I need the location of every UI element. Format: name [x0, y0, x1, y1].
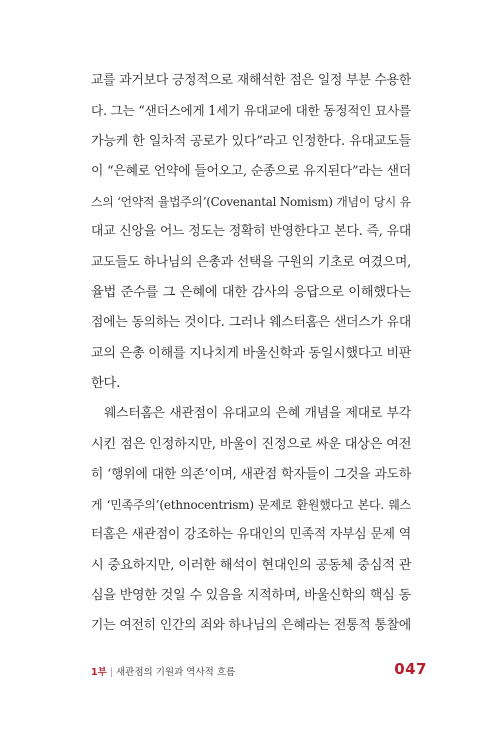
- text-line: 게 ‘민족주의’(ethnocentrism) 문제로 환원했다고 본다. 웨스: [91, 498, 411, 513]
- text-line: 한다.: [91, 375, 121, 391]
- text-line: 교를 과거보다 긍정적으로 재해석한 점은 일정 부분 수용한: [91, 73, 411, 88]
- paragraph-1: [91, 66, 411, 399]
- chapter-title: 새관점의 기원과 역사적 흐름: [116, 667, 236, 678]
- body-text: [91, 66, 411, 642]
- page-footer: [91, 661, 427, 681]
- text-line: 점에는 동의하는 것이다. 그러나 웨스터홈은 샌더스가 유대: [91, 315, 411, 331]
- text-line: 가능케 한 일차적 공로가 있다”라고 인정한다. 유대교도들: [91, 133, 411, 149]
- text-line: 다. 그는 “샌더스에게 1세기 유대교에 대한 동정적인 묘사를: [91, 103, 411, 119]
- text-line: 심을 반영한 것일 수 있음을 지적하며, 바울신학의 핵심 동: [91, 588, 411, 604]
- text-line: 교도들도 하나님의 은총과 선택을 구원의 기초로 여겼으며,: [91, 254, 411, 270]
- text-line: 시 중요하지만, 이러한 해석이 현대인의 공동체 중심적 관: [91, 557, 412, 573]
- running-footer: [91, 664, 235, 678]
- text-line: 스의 ‘언약적 율법주의’(Covenantal Nomism) 개념이 당시 유: [91, 195, 411, 210]
- footer-separator: |: [109, 667, 113, 678]
- text-line: 시킨 점은 인정하지만, 바울이 진정으로 싸운 대상은 여전: [91, 436, 412, 452]
- text-line: 터홈은 새관점이 강조하는 유대인의 민족적 자부심 문제 역: [91, 527, 411, 543]
- text-line: 이 “은혜로 언약에 들어오고, 순종으로 유지된다”라는 샌더: [91, 163, 411, 179]
- text-line: 대교 신앙을 어느 정도는 정확히 반영한다고 본다. 즉, 유대: [91, 224, 411, 240]
- part-label: 1부: [91, 667, 107, 678]
- paragraph-2: [91, 399, 411, 641]
- text-line: 웨스터홈은 새관점이 유대교의 은혜 개념을 제대로 부각: [104, 406, 411, 422]
- text-line: 기는 여전히 인간의 죄와 하나님의 은혜라는 전통적 통찰에: [91, 618, 411, 634]
- text-line: 율법 준수를 그 은혜에 대한 감사의 응답으로 이해했다는: [91, 285, 411, 301]
- page-number: 047: [394, 660, 427, 678]
- text-line: 히 ‘행위에 대한 의존’이며, 새관점 학자들이 그것을 과도하: [91, 466, 411, 482]
- text-line: 교의 은총 이해를 지나치게 바울신학과 동일시했다고 비판: [91, 345, 412, 361]
